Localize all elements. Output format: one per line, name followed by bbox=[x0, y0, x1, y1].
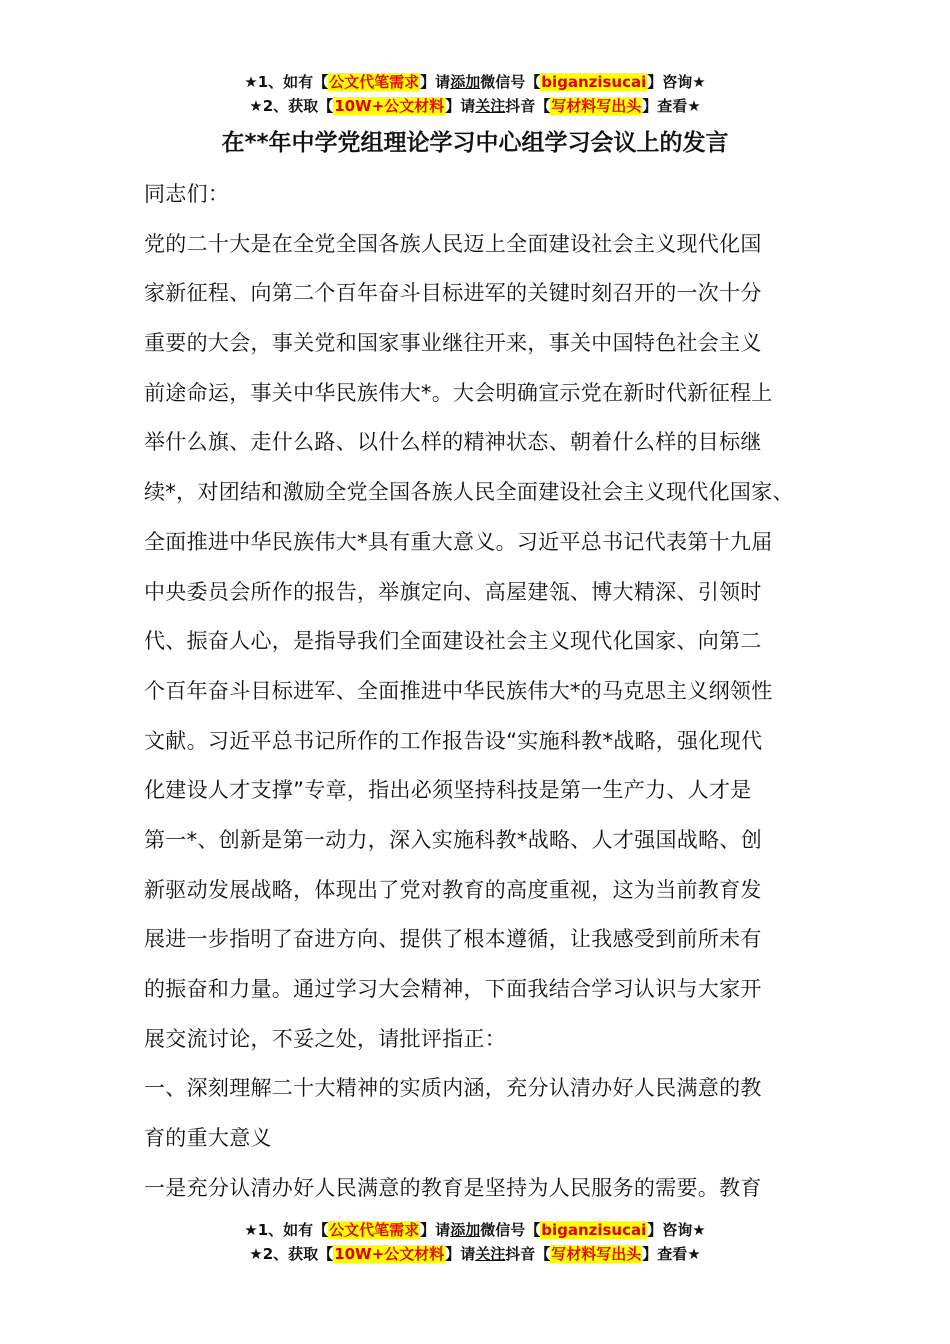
banner-highlight: 写材料写出头 bbox=[551, 1245, 642, 1263]
banner-text: 】查看★ bbox=[642, 97, 701, 115]
text-line: 一是充分认清办好人民满意的教育是坚持为人民服务的需要。教育 bbox=[144, 1175, 762, 1200]
text-line: 中央委员会所作的报告，举旗定向、高屋建瓴、博大精深、引领时 bbox=[144, 579, 762, 604]
text-line: 前途命运，事关中华民族伟大*。大会明确宣示党在新时代新征程上 bbox=[144, 380, 773, 405]
text-line: 党的二十大是在全党全国各族人民迈上全面建设社会主义现代化国 bbox=[144, 231, 762, 256]
text-line: 展交流讨论，不妥之处，请批评指正： bbox=[144, 1026, 507, 1051]
text-line: 第一*、创新是第一动力，深入实施科教*战略、人才强国战略、创 bbox=[144, 827, 762, 852]
banner-text: 】咨询★ bbox=[647, 1221, 706, 1239]
banner-underline: 关注 bbox=[475, 1245, 506, 1263]
banner-text: 抖音【 bbox=[505, 97, 551, 115]
header-banner bbox=[0, 70, 950, 118]
section-heading-line: 一、深刻理解二十大精神的实质内涵，充分认清办好人民满意的教 bbox=[144, 1076, 762, 1101]
banner-highlight: biganzisucai bbox=[541, 1221, 647, 1239]
text-line: 同志们： bbox=[144, 182, 230, 206]
banner-text: 】请 bbox=[420, 1221, 451, 1239]
banner-highlight: biganzisucai bbox=[541, 73, 647, 91]
banner-line-2 bbox=[0, 94, 950, 118]
banner-highlight: 10W+公文材料 bbox=[334, 97, 445, 115]
banner-text: 】查看★ bbox=[642, 1245, 701, 1263]
footer-banner bbox=[0, 1218, 950, 1266]
text-line: 个百年奋斗目标进军、全面推进中华民族伟大*的马克思主义纲领性 bbox=[144, 678, 773, 703]
banner-highlight: 公文代笔需求 bbox=[329, 73, 420, 91]
banner-text: 】请 bbox=[420, 73, 451, 91]
banner-underline: 添加 bbox=[450, 1221, 481, 1239]
banner-text: 微信号【 bbox=[480, 1221, 541, 1239]
banner-text: 】请 bbox=[445, 97, 476, 115]
banner-underline: 关注 bbox=[475, 97, 506, 115]
banner-highlight: 公文代笔需求 bbox=[329, 1221, 420, 1239]
text-line: 重要的大会，事关党和国家事业继往开来，事关中国特色社会主义 bbox=[144, 331, 762, 356]
banner-highlight: 写材料写出头 bbox=[551, 97, 642, 115]
banner-text: ★1、如有【 bbox=[244, 1221, 329, 1239]
section-heading-line: 育的重大意义 bbox=[144, 1126, 272, 1151]
text-line: 全面推进中华民族伟大*具有重大意义。习近平总书记代表第十九届 bbox=[144, 529, 773, 554]
banner-line-1 bbox=[0, 1218, 950, 1242]
banner-text: 微信号【 bbox=[480, 73, 541, 91]
text-line: 文献。习近平总书记所作的工作报告设“实施科教*战略，强化现代 bbox=[144, 728, 763, 753]
text-line: 续*，对团结和激励全党全国各族人民全面建设社会主义现代化国家、 bbox=[144, 480, 794, 505]
banner-highlight: 10W+公文材料 bbox=[334, 1245, 445, 1263]
banner-line-2 bbox=[0, 1242, 950, 1266]
banner-line-1 bbox=[0, 70, 950, 94]
banner-text: ★2、获取【 bbox=[249, 97, 334, 115]
text-line: 展进一步指明了奋进方向、提供了根本遵循，让我感受到前所未有 bbox=[144, 927, 762, 952]
banner-text: ★1、如有【 bbox=[244, 73, 329, 91]
document-body bbox=[144, 170, 824, 1213]
banner-text: ★2、获取【 bbox=[249, 1245, 334, 1263]
banner-text: 抖音【 bbox=[505, 1245, 551, 1263]
text-line: 举什么旗、走什么路、以什么样的精神状态、朝着什么样的目标继 bbox=[144, 430, 762, 455]
document-title: 在**年中学党组理论学习中心组学习会议上的发言 bbox=[221, 130, 729, 156]
text-line: 化建设人才支撑”专章，指出必须坚持科技是第一生产力、人才是 bbox=[144, 778, 752, 803]
text-line: 代、振奋人心，是指导我们全面建设社会主义现代化国家、向第二 bbox=[144, 629, 762, 654]
banner-text: 】咨询★ bbox=[647, 73, 706, 91]
text-line: 家新征程、向第二个百年奋斗目标进军的关键时刻召开的一次十分 bbox=[144, 281, 762, 306]
text-line: 的振奋和力量。通过学习大会精神，下面我结合学习认识与大家开 bbox=[144, 977, 762, 1001]
text-line: 新驱动发展战略，体现出了党对教育的高度重视，这为当前教育发 bbox=[144, 877, 762, 902]
banner-underline: 添加 bbox=[450, 73, 481, 91]
banner-text: 】请 bbox=[445, 1245, 476, 1263]
